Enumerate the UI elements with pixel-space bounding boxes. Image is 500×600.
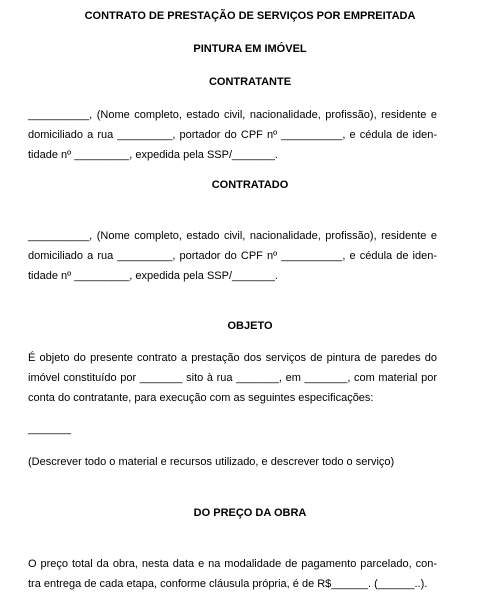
contratado-paragraph [28,226,437,286]
contratante-line-1: __________, (Nome completo, estado civil, nacionalidade, profissão), residente e [28,109,437,121]
objeto-note: (Descrever todo o material e recursos utilizado, e descrever todo o serviço) [28,456,395,468]
contratado-line-2: domiciliado a rua _________, portador do CPF nº __________, e cédula de iden- [28,250,437,262]
contratante-heading: CONTRATANTE [208,76,292,88]
contratado-line-1: __________, (Nome completo, estado civil, nacionalidade, profissão), residente e [28,230,437,242]
contratante-paragraph [28,105,437,165]
objeto-paragraph [28,348,437,408]
document-title: CONTRATO DE PRESTAÇÃO DE SERVIÇOS POR EMPREITADA [84,10,416,22]
objeto-line-2: imóvel constituído por _______ sito à rua _______, em _______, com material por [28,372,437,384]
preco-paragraph [28,554,437,594]
contratado-line-3: tidade nº _________, expedida pela SSP/_______. [28,270,278,282]
contratante-line-2: domiciliado a rua _________, portador do CPF nº __________, e cédula de iden- [28,129,437,141]
contratante-line-3: tidade nº _________, expedida pela SSP/_______. [28,149,278,161]
preco-line-1: O preço total da obra, nesta data e na modalidade de pagamento parcelado, con- [28,558,437,570]
contratado-heading: CONTRATADO [211,179,289,191]
objeto-heading: OBJETO [227,320,273,332]
document-subtitle: PINTURA EM IMÓVEL [193,43,307,55]
objeto-line-3: conta do contratante, para execução com as seguintes especificações: [28,392,374,404]
objeto-line-1: É objeto do presente contrato a prestação dos serviços de pintura de paredes do [28,352,437,364]
preco-heading: DO PREÇO DA OBRA [193,507,307,519]
preco-line-2: tra entrega de cada etapa, conforme cláusula própria, é de R$______. (______..). [28,578,428,590]
objeto-specification-blank: _______ [28,423,71,435]
